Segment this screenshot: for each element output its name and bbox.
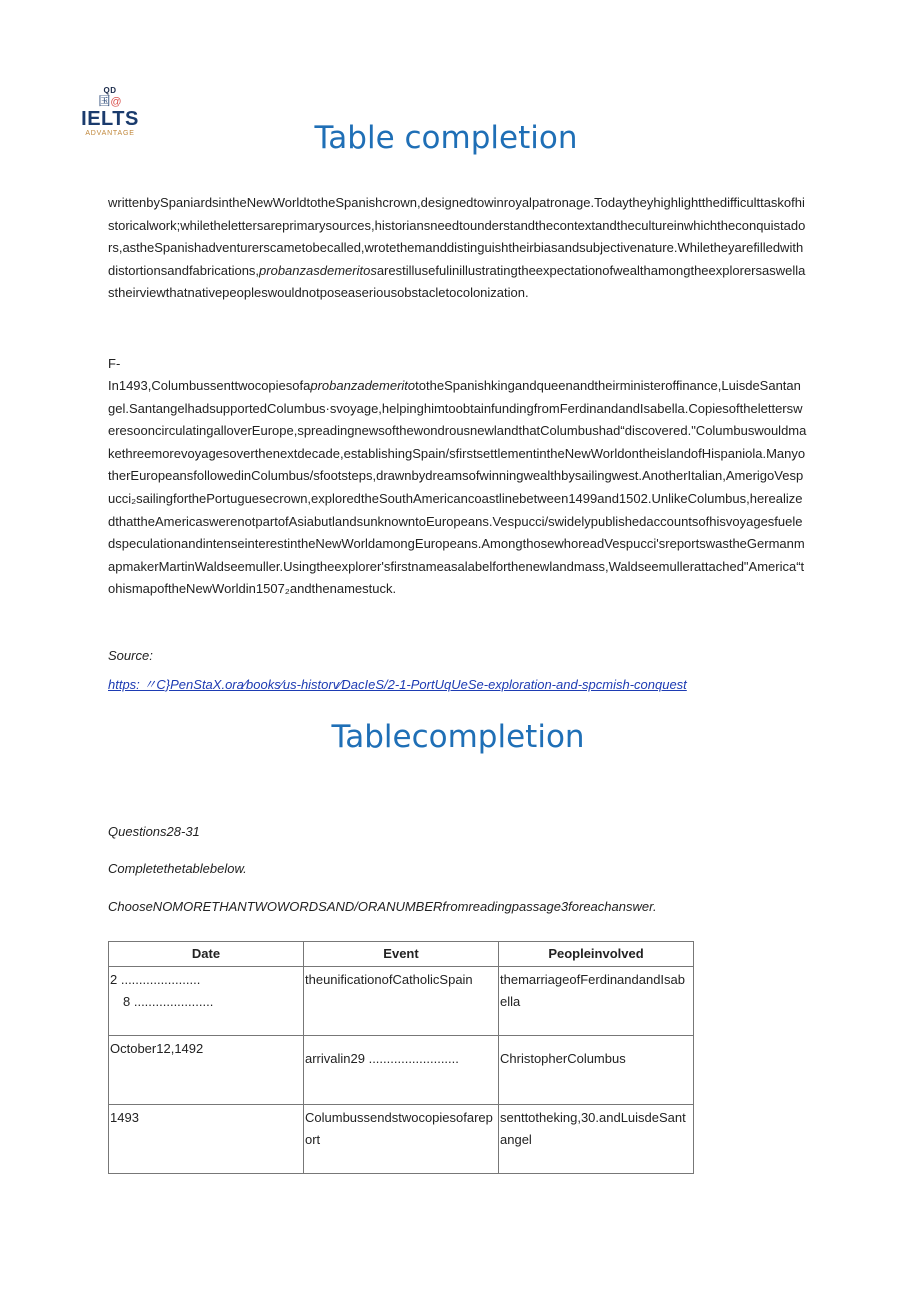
instruction-word-limit: ChooseNOMORETHANTWOWORDSAND/ORANUMBERfromreadingpassage3foreachanswer. bbox=[108, 899, 657, 914]
logo-at-sign: @ bbox=[110, 96, 122, 108]
cell-date: 1493 bbox=[109, 1105, 304, 1174]
cell-event: theunificationofCatholicSpain bbox=[304, 967, 499, 1036]
cell-date: October12,1492 bbox=[109, 1036, 304, 1105]
paragraph-1-italic: probanzasdemeritos bbox=[259, 262, 377, 278]
header-event: Event bbox=[304, 942, 499, 967]
passage-paragraph-1 bbox=[108, 192, 808, 305]
completion-table bbox=[108, 941, 694, 1174]
logo-qd-text: QD bbox=[103, 86, 117, 95]
section-title: Tablecompletion bbox=[331, 719, 585, 755]
table-row bbox=[109, 967, 694, 1036]
cell-event: Columbussendstwocopiesofareport bbox=[304, 1105, 499, 1174]
paragraph-2-italic: probanzademerito bbox=[310, 378, 416, 393]
logo-tagline: ADVANTAGE bbox=[85, 130, 135, 137]
cell-date bbox=[109, 967, 304, 1036]
paragraph-2-text-a: In1493,Columbussenttwocopiesofa bbox=[108, 378, 311, 393]
paragraph-2-text-b: totheSpanishkingandqueenandtheirministeroffinance,LuisdeSantangel.SantangelhadsupportedColumbus·svoyage,helpinghimtoobtainfundingfromFerdinandandIsabella.CopiesofthelettersweresooncirculatingalloverEurope,spreadingnewsofthewondrousnewlandthatColumbushad“discovered."Columbuswouldmakethreemorevoyagesoverthenextdecade,establishingSpain/sfirstsettlementintheNewWorldontheislandofHispaniola.ManyotherEuropeansfollowedinColumbus/sfootsteps,drawnbydreamsofwinningwealthbysailingwest.AnotherItalian,AmerigoVespucci₂sailingforthePortuguesecrown,exploredtheSouthAmericancoastlinebetween1499and1502.UnlikeColumbus,herealizedthattheAmericaswerenotpartofAsiabutlandsunknowntoEuropeans.Vespucci/swidelypublishedaccountsofhisvoyagesfueledspeculationandintenseinterestintheNewWorldamongEuropeans.AmongthosewhoreadVespucci'sreportswastheGermanmapmakerMartinWaldseemuller.Usingtheexplorer'sfirstnameasalabelforthenewlandmass,Waldseemullerattached"America“tohismapoftheNewWorldin1507₂andthenamestuck. bbox=[108, 378, 807, 597]
table-row bbox=[109, 1036, 694, 1105]
header-date: Date bbox=[109, 942, 304, 967]
cell-people bbox=[499, 1036, 694, 1105]
passage-paragraph-2 bbox=[108, 375, 808, 601]
date-blank-sub: 8 ...................... bbox=[123, 994, 214, 1009]
table-header-row bbox=[109, 942, 694, 967]
cell-people: themarriageofFerdinandandIsabella bbox=[499, 967, 694, 1036]
logo-brand-text: IELTS bbox=[81, 108, 139, 130]
header-people: Peopleinvolved bbox=[499, 942, 694, 967]
questions-range: Questions28-31 bbox=[108, 824, 200, 839]
cell-people: senttotheking,30.andLuisdeSantangel bbox=[499, 1105, 694, 1174]
paragraph-1-text-b: arestillusefulinillustratingtheexpectationofwealthamongtheexplorersaswellastheirviewthatnativepeopleswouldnotposeaseriousobstacletocolonization. bbox=[108, 262, 806, 301]
event-blank: arrivalin29 ......................... bbox=[305, 1051, 459, 1066]
paragraph-1-text-a: writtenbySpaniardsintheNewWorldtotheSpanishcrown,designedtowinroyalpatronage.Todaytheyhighlightthedifficulttaskofhistoricalwork;whilethelettersareprimarysources,historiansneedtounderstandthecontextandthecultureinwhichtheconquistadors,astheSpanishadventurerscametobecalled,wrotethemanddistinguishtheirbiasandsubjectivenature.Whiletheyarefilledwithdistortionsandfabrications, bbox=[108, 195, 806, 278]
logo-glyph bbox=[78, 95, 142, 109]
page-title: Table completion bbox=[314, 120, 578, 156]
logo-glyph-char: 国 bbox=[98, 94, 111, 108]
date-blank: 2 ...................... bbox=[110, 972, 201, 987]
source-link[interactable]: https: 〃C}PenStaX.ora⁄books⁄us-historv⁄DacIeS/2-1-PortUqUeSe-exploration-and-spcmish-conquest bbox=[108, 677, 687, 692]
table-row bbox=[109, 1105, 694, 1174]
cell-event bbox=[304, 1036, 499, 1105]
instruction-complete: Completethetablebelow. bbox=[108, 861, 247, 876]
section-letter: F- bbox=[108, 356, 121, 371]
source-label: Source: bbox=[108, 648, 153, 663]
people-text: ChristopherColumbus bbox=[500, 1051, 626, 1066]
